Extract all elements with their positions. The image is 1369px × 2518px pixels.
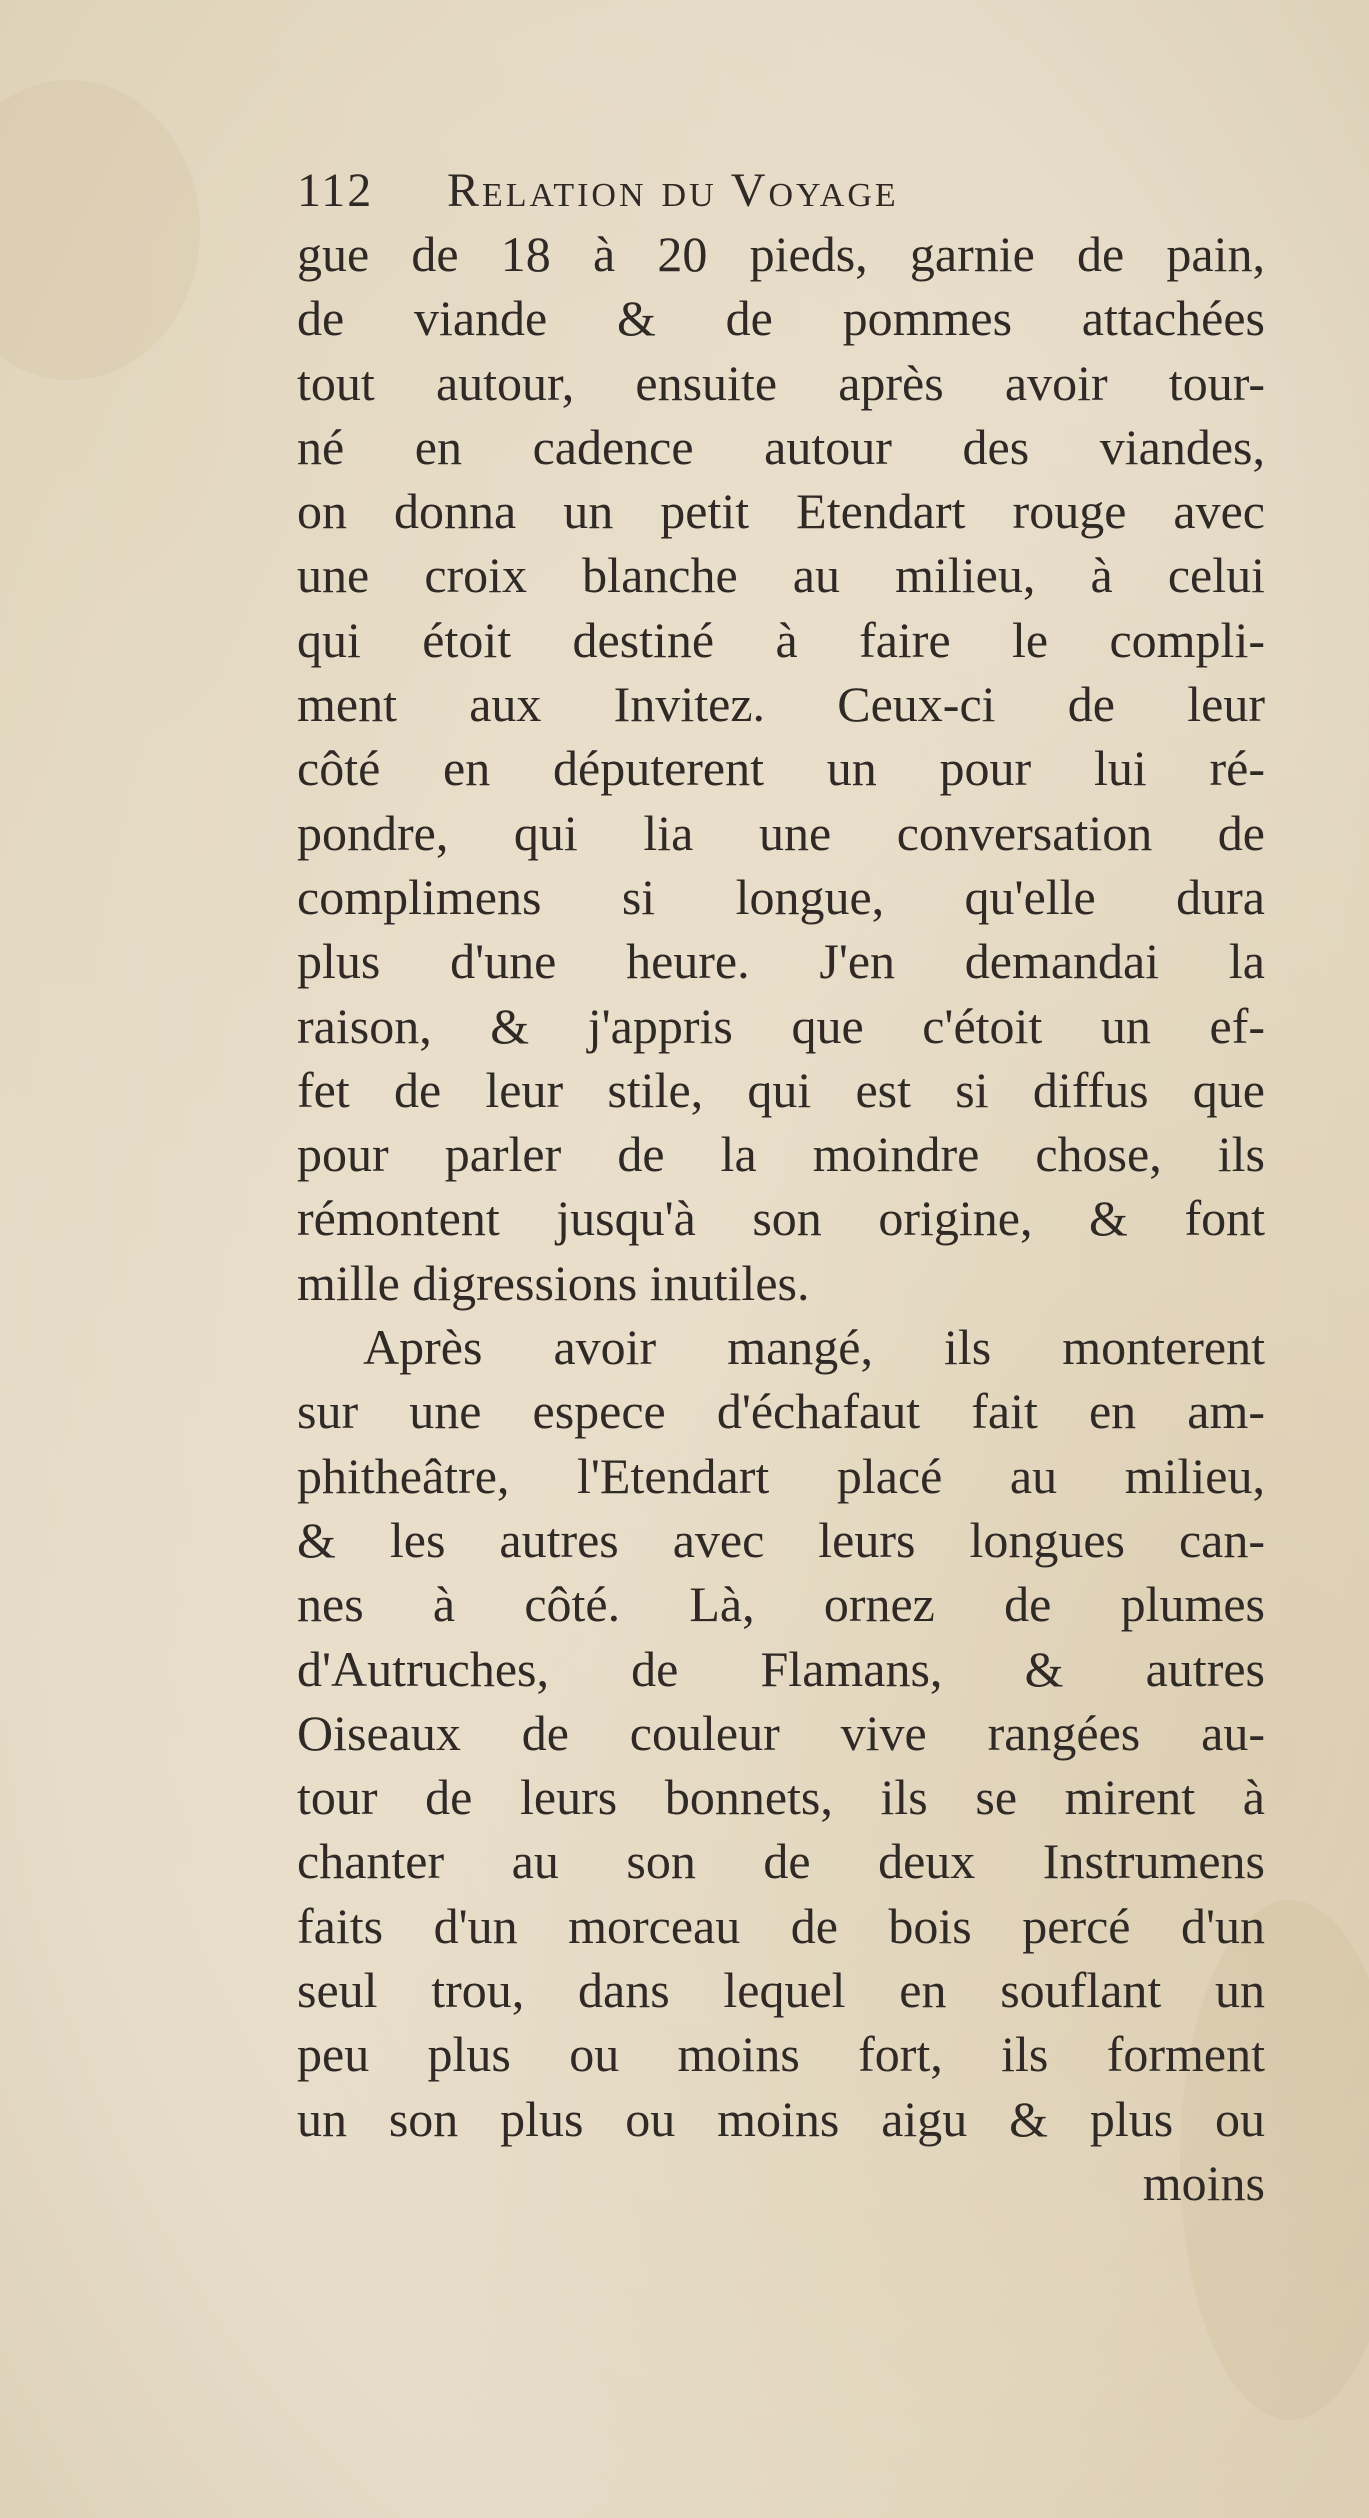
- text-line: Après avoir mangé, ils monterent: [363, 1319, 1265, 1376]
- text-line: Oiseaux de couleur vive rangées au-: [297, 1704, 1265, 1761]
- text-line: gue de 18 à 20 pieds, garnie de pain,: [297, 226, 1265, 282]
- page-number: 112: [297, 164, 374, 217]
- paper-stain: [0, 80, 200, 380]
- running-title: Relation du Voyage: [447, 164, 899, 217]
- body-text: [297, 222, 1265, 2215]
- text-line: de viande & de pommes attachées: [297, 290, 1265, 347]
- text-line: phitheâtre, l'Etendart placé au milieu,: [297, 1447, 1265, 1504]
- text-line: complimens si longue, qu'elle dura: [297, 868, 1265, 925]
- text-line: rémontent jusqu'à son origine, & font: [297, 1190, 1265, 1247]
- text-line: mille digressions inutiles.: [297, 1254, 810, 1311]
- text-line: né en cadence autour des viandes,: [297, 418, 1265, 475]
- text-line: raison, & j'appris que c'étoit un ef-: [297, 997, 1265, 1054]
- text-line: nes à côté. Là, ornez de plumes: [297, 1576, 1265, 1633]
- text-line: peu plus ou moins fort, ils forment: [297, 2026, 1265, 2083]
- text-line: côté en députerent un pour lui ré-: [297, 740, 1265, 797]
- text-line: une croix blanche au milieu, à celui: [297, 547, 1265, 604]
- text-line: plus d'une heure. J'en demandai la: [297, 933, 1265, 990]
- text-line: faits d'un morceau de bois percé d'un: [297, 1897, 1265, 1954]
- text-line: sur une espece d'échafaut fait en am-: [297, 1383, 1265, 1440]
- text-line: un son plus ou moins aigu & plus ou: [297, 2090, 1265, 2147]
- catchword: moins: [1142, 2154, 1265, 2211]
- text-line: qui étoit destiné à faire le compli-: [297, 611, 1265, 668]
- text-line: on donna un petit Etendart rouge avec: [297, 483, 1265, 540]
- text-line: fet de leur stile, qui est si diffus que: [297, 1061, 1265, 1118]
- text-line: chanter au son de deux Instrumens: [297, 1833, 1265, 1890]
- text-line: & les autres avec leurs longues can-: [297, 1511, 1265, 1568]
- text-line: tout autour, ensuite après avoir tour-: [297, 354, 1265, 411]
- text-line: pour parler de la moindre chose, ils: [297, 1126, 1265, 1183]
- text-line: seul trou, dans lequel en souflant un: [297, 1962, 1265, 2019]
- running-head: [297, 163, 1197, 223]
- text-line: d'Autruches, de Flamans, & autres: [297, 1640, 1265, 1697]
- text-line: tour de leurs bonnets, ils se mirent à: [297, 1769, 1265, 1826]
- text-line: pondre, qui lia une conversation de: [297, 804, 1265, 861]
- text-line: ment aux Invitez. Ceux-ci de leur: [297, 676, 1265, 733]
